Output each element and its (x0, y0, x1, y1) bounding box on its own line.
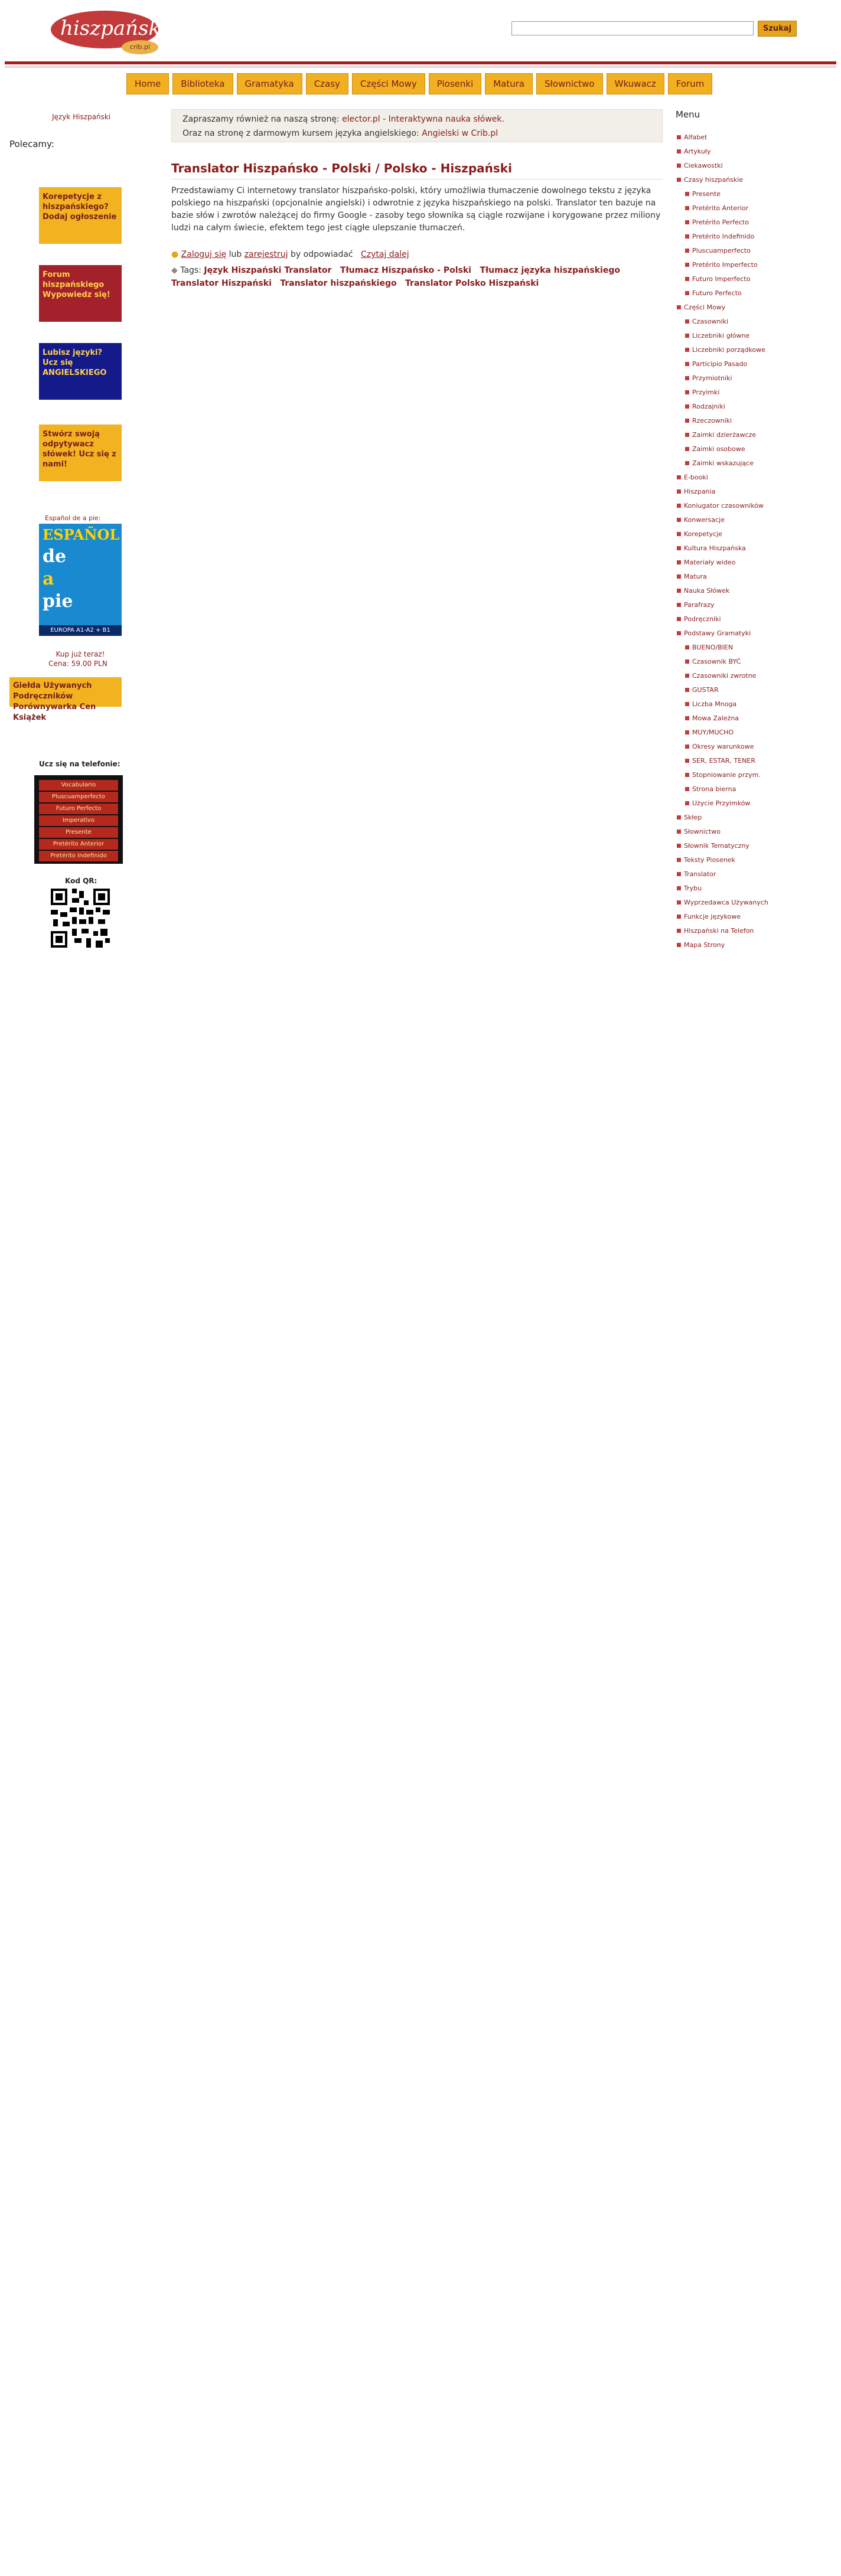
language-link[interactable]: Język Hiszpański (52, 113, 111, 121)
menu-item[interactable]: Liczebniki porządkowe (676, 343, 829, 357)
site-logo[interactable] (51, 11, 167, 54)
header-divider-shadow (5, 66, 836, 68)
menu-item[interactable]: Koniugator czasowników (676, 499, 829, 513)
menu-item[interactable]: Słownictwo (676, 825, 829, 839)
search-button[interactable]: Szukaj (758, 21, 797, 37)
nav-home[interactable]: Home (126, 73, 169, 94)
menu-item[interactable]: Zaimki osobowe (676, 442, 829, 456)
book-title-line: pie (43, 591, 73, 612)
logo-domain: crib.pl (122, 40, 158, 54)
menu-item[interactable]: Translator (676, 867, 829, 881)
menu-item[interactable]: Pretérito Perfecto (676, 216, 829, 230)
menu-item[interactable]: Futuro Imperfecto (676, 272, 829, 286)
book-caption: Español de a pie: (45, 514, 101, 522)
menu-item[interactable]: Skłep (676, 811, 829, 825)
menu-item[interactable]: Podstawy Gramatyki (676, 626, 829, 641)
menu-item[interactable]: Przyimki (676, 386, 829, 400)
menu-item[interactable]: Parafrazy (676, 598, 829, 612)
menu-item[interactable]: Przymiotniki (676, 371, 829, 386)
menu-item[interactable]: Futuro Perfecto (676, 286, 829, 301)
promo-angielski[interactable]: Lubisz języki? Ucz się ANGIELSKIEGO (39, 343, 122, 400)
angielski-link[interactable]: Angielski w Crib.pl (422, 129, 498, 138)
phone-app-row: Pretérito Anterior (39, 839, 118, 850)
menu-item[interactable]: Czasowniki (676, 315, 829, 329)
main-nav (126, 73, 712, 94)
promo-forum[interactable]: Forum hiszpańskiego Wypowiedz się! (39, 265, 122, 322)
buy-now-text[interactable]: Kup już teraz! (56, 650, 105, 658)
menu-item[interactable]: Presente (676, 187, 829, 201)
menu-item[interactable]: Liczebniki główne (676, 329, 829, 343)
tag-link[interactable]: Tłumacz języka hiszpańskiego (480, 266, 620, 275)
logo-brand: hiszpański (60, 17, 167, 40)
book-title-line: ESPAÑOL (43, 526, 120, 543)
tags-label: Tags: (180, 266, 201, 275)
menu-item[interactable]: Stopniowanie przym. (676, 768, 829, 782)
menu-item[interactable]: Zaimki dzierżawcze (676, 428, 829, 442)
phone-caption: Ucz się na telefonie: (39, 760, 120, 768)
phone-app-row: Imperativo (39, 815, 118, 826)
notice-text: Oraz na stronę z darmowym kursem języka angielskiego: (182, 129, 419, 138)
menu-item[interactable]: Ciekawostki (676, 159, 829, 173)
menu-item[interactable]: Podręczniki (676, 612, 829, 626)
menu-list (676, 130, 829, 952)
book-cover[interactable] (39, 524, 122, 636)
qr-caption: Kod QR: (65, 877, 97, 885)
notice-line (182, 112, 651, 126)
menu-item[interactable]: Pretérito Anterior (676, 201, 829, 216)
article-body: Przedstawiamy Ci internetowy translator hiszpańsko-polski, który umożliwia tłumaczenie dowolnego tekstu z języka polskiego na hiszpański (opcjonalnie angielski) i odwrotnie z języka hiszpańskiego na polski. Translator ten bazuje na bazie słów i zwrotów należącej do firmy Google - zasoby tego słownika są ciągle rozwijane i korygowane przez miliony ludzi na całym świecie, efektem tego jest ciągłe ulepszanie tłumaczeń. (171, 186, 661, 233)
nav-gramatyka[interactable]: Gramatyka (237, 73, 302, 94)
nav-piosenki[interactable]: Piosenki (429, 73, 481, 94)
or-text: lub (229, 250, 242, 259)
tag-link[interactable]: Translator Hiszpański (171, 279, 272, 288)
notice-box (171, 109, 663, 142)
menu-item[interactable]: Czasowniki zwrotne (676, 669, 829, 683)
phone-app-row: Vocabulario (39, 780, 118, 791)
elector-link[interactable]: elector.pl - Interaktywna nauka słówek. (342, 115, 504, 124)
nav-czasy[interactable]: Czasy (306, 73, 348, 94)
menu-item[interactable]: Mowa Zależna (676, 711, 829, 726)
menu-item[interactable]: Czasy hiszpańskie (676, 173, 829, 187)
promo-gielda[interactable]: Giełda Używanych Podręczników Porównywarka Cen Książek (9, 677, 122, 707)
menu-item[interactable]: Słownik Tematyczny (676, 839, 829, 853)
article-tags (171, 264, 663, 290)
search-input[interactable] (511, 21, 754, 35)
menu-item[interactable]: Czasownik BYĆ (676, 655, 829, 669)
menu-item[interactable]: Strona bierna (676, 782, 829, 796)
article-actions (171, 250, 409, 259)
menu-item[interactable]: Pretérito Imperfecto (676, 258, 829, 272)
nav-czesci-mowy[interactable]: Części Mowy (352, 73, 425, 94)
qr-code-icon (51, 889, 110, 948)
nav-slownictwo[interactable]: Słownictwo (536, 73, 602, 94)
book-title-line: de (43, 546, 67, 567)
menu-item[interactable]: Hiszpański na Telefon (676, 924, 829, 938)
menu-item[interactable]: E-booki (676, 471, 829, 485)
menu-item[interactable]: Funkcje językowe (676, 910, 829, 924)
menu-item[interactable]: Pluscuamperfecto (676, 244, 829, 258)
tag-link[interactable]: Tłumacz Hiszpańsko - Polski (340, 266, 471, 275)
notice-text: Zapraszamy również na naszą stronę: (182, 115, 340, 124)
menu-item[interactable]: Rodzajniki (676, 400, 829, 414)
phone-app-row: Pluscuamperfecto (39, 792, 118, 802)
reply-text: by odpowiadać (291, 250, 353, 259)
article-title[interactable]: Translator Hiszpańsko - Polski / Polsko - Hiszpański (171, 161, 512, 175)
nav-wkuwacz[interactable]: Wkuwacz (607, 73, 664, 94)
nav-biblioteka[interactable]: Biblioteka (172, 73, 233, 94)
menu-item[interactable]: Alfabet (676, 130, 829, 145)
menu-item[interactable]: Korepetycje (676, 527, 829, 541)
menu-item[interactable]: Trybu (676, 881, 829, 896)
menu-item[interactable]: SER, ESTAR, TENER (676, 754, 829, 768)
menu-item[interactable]: Części Mowy (676, 301, 829, 315)
menu-item[interactable]: Nauka Słówek (676, 584, 829, 598)
recommended-heading: Polecamy: (9, 139, 54, 149)
notice-line (182, 126, 651, 141)
promo-korepetycje[interactable]: Korepetycje z hiszpańskiego? Dodaj ogłoszenie (39, 187, 122, 244)
menu-heading: Menu (676, 109, 700, 120)
menu-item[interactable]: GUSTAR (676, 683, 829, 697)
tag-link[interactable]: Translator hiszpańskiego (280, 279, 397, 288)
book-title-line: a (43, 569, 54, 589)
phone-app-preview[interactable] (34, 775, 123, 864)
tag-icon: ◆ (171, 266, 178, 275)
read-more-link[interactable]: Czytaj dalej (360, 250, 409, 259)
menu-item[interactable]: Materiały wideo (676, 556, 829, 570)
promo-odpytywacz[interactable]: Stwórz swoją odpytywacz słówek! Ucz się z nami! (39, 425, 122, 481)
menu-item[interactable]: Teksty Piosenek (676, 853, 829, 867)
right-sidebar (676, 109, 829, 952)
book-footer: EUROPA A1-A2 + B1 (39, 625, 122, 636)
header-divider (5, 61, 836, 64)
tag-link[interactable]: Język Hiszpański Translator (204, 266, 332, 275)
menu-item[interactable]: Rzeczowniki (676, 414, 829, 428)
menu-item[interactable]: Artykuły (676, 145, 829, 159)
price-text: Cena: 59.00 PLN (48, 659, 107, 668)
site-header (0, 0, 841, 65)
menu-item[interactable]: Użycie Przyimków (676, 796, 829, 811)
menu-item[interactable]: Wyprzedawca Używanych (676, 896, 829, 910)
menu-item[interactable]: Liczba Mnoga (676, 697, 829, 711)
menu-item[interactable]: Pretérito Indefinido (676, 230, 829, 244)
menu-item[interactable]: Mapa Strony (676, 938, 829, 952)
login-link[interactable]: Zaloguj się (181, 250, 227, 259)
menu-item[interactable]: BUENO/BIEN (676, 641, 829, 655)
menu-item[interactable]: Hiszpania (676, 485, 829, 499)
menu-item[interactable]: Kultura Hiszpańska (676, 541, 829, 556)
nav-forum[interactable]: Forum (668, 73, 713, 94)
tag-link[interactable]: Translator Polsko Hiszpański (405, 279, 539, 288)
menu-item[interactable]: Konwersacje (676, 513, 829, 527)
menu-item[interactable]: Participio Pasado (676, 357, 829, 371)
phone-app-row: Futuro Perfecto (39, 804, 118, 814)
menu-item[interactable]: Okresy warunkowe (676, 740, 829, 754)
menu-item[interactable]: Matura (676, 570, 829, 584)
bulb-icon: ● (171, 250, 179, 259)
register-link[interactable]: zarejestruj (244, 250, 288, 259)
phone-app-row: Pretérito Indefinido (39, 851, 118, 861)
menu-item[interactable]: MUY/MUCHO (676, 726, 829, 740)
menu-item[interactable]: Zaimki wskazujące (676, 456, 829, 471)
phone-app-row: Presente (39, 827, 118, 838)
nav-matura[interactable]: Matura (485, 73, 533, 94)
